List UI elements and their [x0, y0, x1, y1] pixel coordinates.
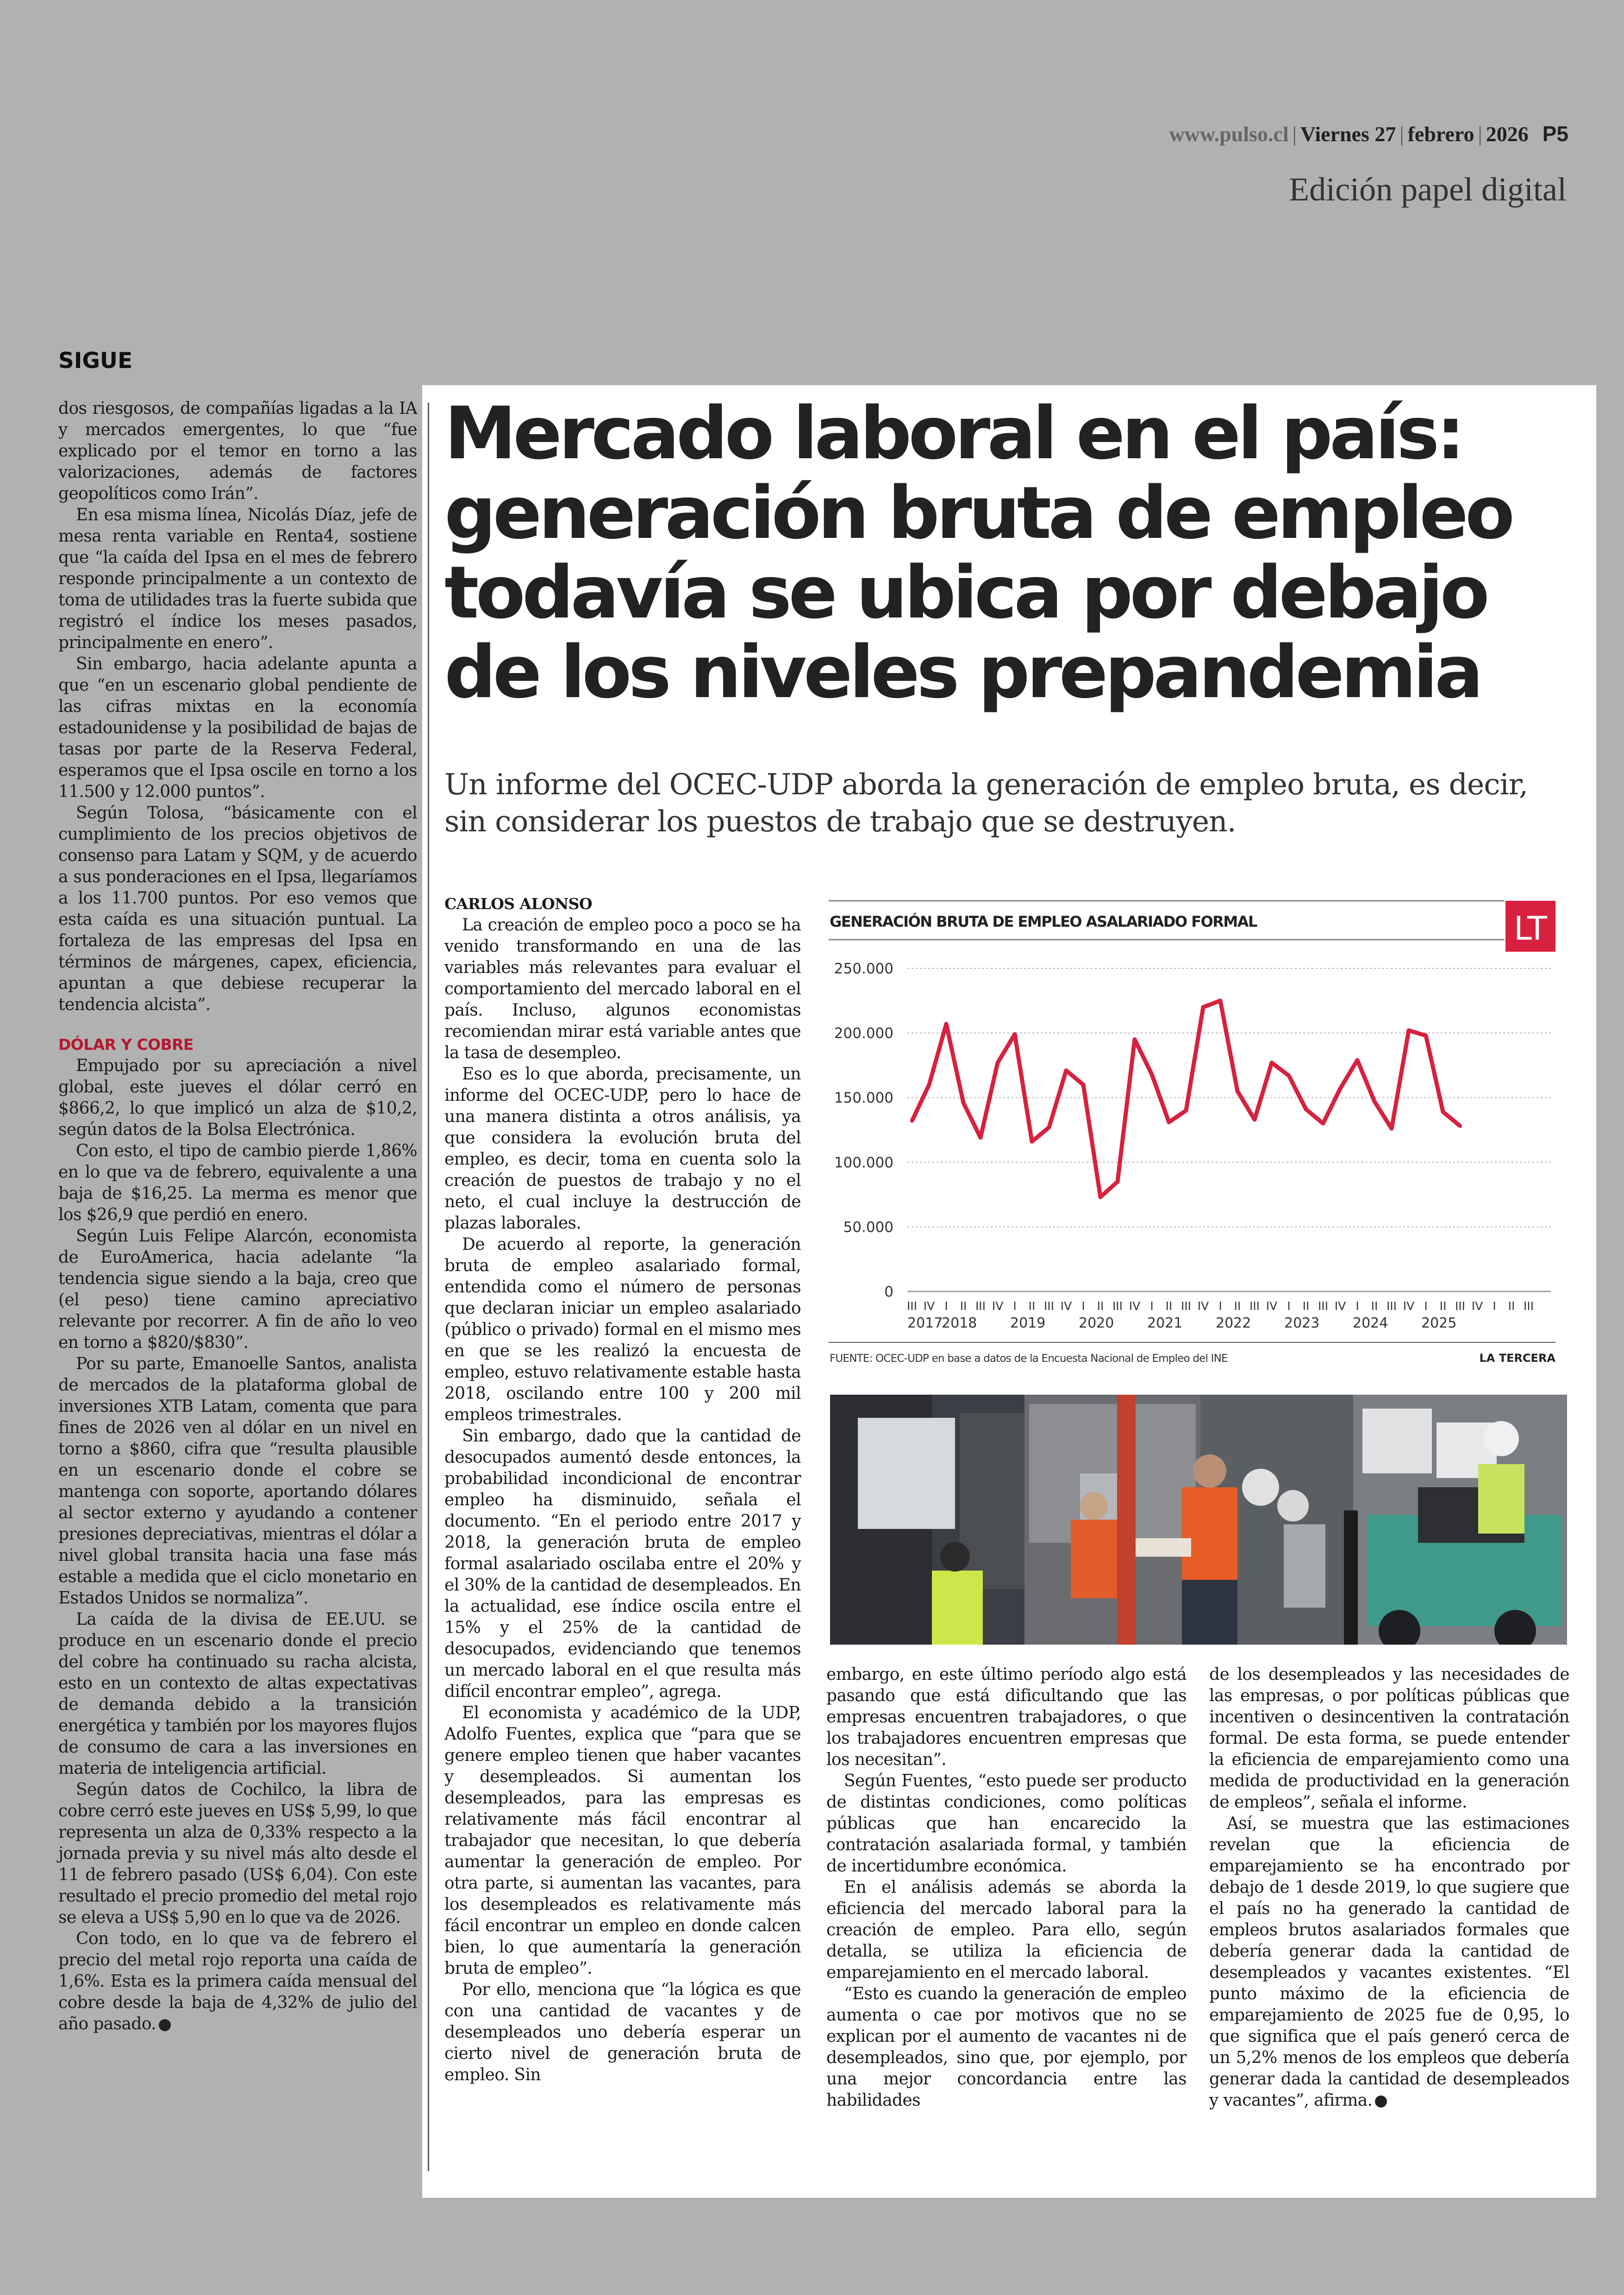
series-line — [912, 1001, 1460, 1197]
x-quarter-label: IV — [1197, 1299, 1209, 1313]
x-quarter-label: II — [1439, 1299, 1447, 1313]
paragraph: En el análisis además se aborda la eficiencia del mercado laboral para la creación de empleo. Para ello, según detalla, se utiliza la eficiencia de emparejamiento en el mercado laboral. — [826, 1878, 1187, 1982]
paragraph — [58, 1928, 417, 2035]
x-quarter-label: IV — [1129, 1299, 1141, 1313]
x-quarter-label: II — [1371, 1299, 1378, 1313]
x-quarter-label: II — [1097, 1299, 1104, 1313]
left-column — [58, 398, 417, 2035]
x-quarter-label: II — [1234, 1299, 1241, 1313]
x-quarter-label: III — [1386, 1299, 1397, 1313]
paragraph: “Esto es cuando la generación de empleo aumenta o cae por motivos que no se explican por el aumento de vacantes ni de desempleados, sino que, por ejemplo, por una mejor concordancia entre las habilidades — [826, 1984, 1187, 2110]
article-column-1 — [444, 893, 801, 2086]
website-url[interactable]: www.pulso.cl — [1169, 122, 1289, 146]
data-point — [1338, 1087, 1342, 1091]
y-tick-label: 100.000 — [834, 1154, 893, 1171]
x-quarter-label: III — [1181, 1299, 1192, 1313]
data-point — [1099, 1195, 1102, 1199]
data-point — [1047, 1125, 1051, 1129]
y-axis-labels — [834, 960, 893, 1300]
data-point — [1441, 1110, 1445, 1114]
y-tick-label: 250.000 — [834, 960, 893, 977]
chart-grid — [907, 968, 1551, 1291]
data-point — [944, 1022, 948, 1026]
x-quarter-label: II — [1302, 1299, 1310, 1313]
paragraph: Según Fuentes, “esto puede ser producto de distintas condiciones, como políticas públicas que han encarecido la contratación asalariada formal, y también de incertidumbre económica. — [826, 1771, 1187, 1876]
paragraph-text: Así, se muestra que las estimaciones revelan que la eficiencia de emparejamiento se ha encontrado por debajo de 1 desde 2019, lo que sugiere que el país no ha generado la cantidad de empleos brutos asalariados formales que debería generar dada la cantidad de desempleados y vacantes existentes. “El punto máximo de la eficiencia de emparejamiento de 2025 fue de 0,95, lo que significa que el país generó cerca de un 5,2% menos de los empleos que debería generar dada la cantidad de desempleados y vacantes”, afirma. — [1209, 1814, 1569, 2110]
paragraph: Según Luis Felipe Alarcón, economista de EuroAmerica, hacia adelante “la tendencia sigue siendo a la baja, creo que (el peso) tiene camino apreciativo relevante por recorrer. A fin de año lo veo en torno a $820/$830”. — [58, 1227, 417, 1352]
x-quarter-label: III — [1455, 1299, 1466, 1313]
paragraph: La creación de empleo poco a poco se ha venido transformando en una de las variables más relevantes para evaluar el comportamiento del mercado laboral en el país. Incluso, algunos economistas recomiendan mirar está variable antes que la tasa de desempleo. — [444, 916, 801, 1062]
x-quarter-label: IV — [1403, 1299, 1415, 1313]
x-quarter-label: III — [975, 1299, 986, 1313]
article-column-2 — [826, 1664, 1187, 2111]
x-quarter-label: I — [1355, 1299, 1359, 1313]
paragraph: Según Tolosa, “básicamente con el cumplimiento de los precios objetivos de consenso para Latam y SQM, y de acuerdo a sus ponderaciones en el Ipsa, llegaríamos a los 11.700 puntos. Por eso vemos que esta caída es una situación puntual. La fortaleza de las empresas del Ipsa en términos de márgenes, capex, eficiencia, apuntan a que debiese recuperar la tendencia alcista”. — [58, 804, 417, 1014]
employment-chart — [829, 898, 1555, 1375]
x-quarter-label: I — [944, 1299, 948, 1313]
chart-credit: LA TERCERA — [1479, 1352, 1555, 1365]
data-point — [1081, 1083, 1085, 1086]
paragraph: El economista y académico de la UDP, Adolfo Fuentes, explica que “para que se genere empleo tienen que haber vacantes y desempleados. Si aumentan los desempleados, para las empresas es relativamente más fácil encontrar al trabajador que necesitan, lo que debería aumentar la generación de empleo. Por otra parte, si aumentan las vacantes, para los desempleados es relativamente más fácil encontrar un empleo en donde calcen bien, lo que aumentaría la generación bruta de empleo”. — [444, 1703, 801, 1978]
x-quarter-label: III — [1043, 1299, 1055, 1313]
data-point — [927, 1083, 931, 1086]
paragraph: embargo, en este último período algo está pasando que está dificultando que las empresas encuentren trabajadores, o que los trabajadores encuentren empresas que los necesitan”. — [826, 1665, 1187, 1769]
data-point — [1458, 1124, 1462, 1128]
data-point — [1013, 1032, 1017, 1036]
x-quarter-label: I — [1218, 1299, 1222, 1313]
x-quarter-label: IV — [992, 1299, 1004, 1313]
end-mark-icon — [159, 2019, 171, 2031]
x-quarter-label: II — [1165, 1299, 1173, 1313]
data-point — [1218, 999, 1222, 1003]
x-year-label: 2021 — [1147, 1315, 1183, 1331]
subheading: DÓLAR Y COBRE — [58, 1035, 194, 1054]
page-header: www.pulso.cl | Viernes 27 | febrero | 2026 P5 — [1169, 122, 1568, 146]
paragraph: Empujado por su apreciación a nivel global, este jueves el dólar cerró en $866,2, lo que implicó un alza de $10,2, según datos de la Bolsa Electrónica. — [58, 1056, 417, 1139]
x-quarter-label: III — [1112, 1299, 1123, 1313]
x-quarter-label: I — [1150, 1299, 1154, 1313]
x-quarter-label: III — [1523, 1299, 1534, 1313]
forklift-workers-photo — [830, 1395, 1567, 1645]
x-quarter-label: III — [1249, 1299, 1260, 1313]
deck: Un informe del OCEC-UDP aborda la generación de empleo bruta, es decir, sin considerar los puestos de trabajo que se destruyen. — [444, 767, 1528, 838]
paragraph: Por su parte, Emanoelle Santos, analista de mercados de la plataforma global de inversiones XTB Latam, comenta que para fines de 2026 ven al dólar en un nivel en torno a $860, cifra que “resulta plausible en un escenario donde el cobre se mantenga con soporte, aportando dólares al sector externo y ayudando a contener presiones depreciativas, mientras el dólar a nivel global transita hacia una fase más estable a medida que el ciclo monetario en Estados Unidos se normaliza”. — [58, 1354, 417, 1608]
paragraph: de los desempleados y las necesidades de las empresas, o por políticas públicas que incentiven o desincentiven la contratación formal. De esta forma, se puede entender la eficiencia de emparejamiento como una medida de productividad en la generación de empleos”, señala el informe. — [1209, 1665, 1569, 1812]
x-quarter-label: IV — [1060, 1299, 1072, 1313]
paragraph: Sin embargo, hacia adelante apunta a que “en un escenario global pendiente de las cifras mixtas en la economía estadounidense y la posibilidad de bajas de tasas por parte de la Reserva Federal, esperamos que el Ipsa oscile en torno a los 11.500 y 12.000 puntos”. — [58, 655, 417, 801]
data-point — [1030, 1140, 1034, 1143]
x-quarter-label: IV — [1471, 1299, 1483, 1313]
x-quarter-label: II — [1508, 1299, 1515, 1313]
y-tick-label: 0 — [884, 1284, 893, 1300]
data-point — [1390, 1127, 1393, 1130]
data-point — [1201, 1005, 1205, 1009]
x-quarter-label: I — [1013, 1299, 1017, 1313]
paragraph: Sin embargo, dado que la cantidad de desocupados aumentó desde entonces, la probabilidad incondicional de encontrar empleo ha disminuido, señala el documento. “En el periodo entre 2017 y 2018, la generación bruta de empleo formal asalariado oscilaba entre el 20% y el 30% de la cantidad de desempleados. En la actualidad, ese índice oscila entre el 15% y el 25% de la cantidad de desocupados, evidenciando que tenemos un mercado laboral en el que resulta más difícil encontrar empleo”, agrega. — [444, 1427, 801, 1701]
x-quarter-label: II — [960, 1299, 967, 1313]
data-point — [1355, 1058, 1359, 1062]
data-point — [1270, 1061, 1274, 1065]
data-point — [1287, 1074, 1291, 1078]
x-quarter-label: IV — [1334, 1299, 1346, 1313]
x-quarter-label: III — [1318, 1299, 1329, 1313]
data-point — [962, 1101, 965, 1104]
paragraph: De acuerdo al reporte, la generación bruta de empleo asalariado formal, entendida como el número de personas que declaran iniciar un empleo asalariado (público o privado) formal en el mismo mes en que se les realizó la encuesta de empleo, estuvo relativamente estable hasta 2018, oscilando entre 100 y 200 mil empleos trimestrales. — [444, 1235, 801, 1424]
lt-logo-text: LT — [1513, 910, 1548, 948]
y-tick-label: 200.000 — [834, 1025, 893, 1042]
y-tick-label: 150.000 — [834, 1090, 893, 1107]
data-point — [910, 1119, 914, 1123]
headline: Mercado laboral en el país: generación bruta de empleo todavía se ubica por debajo de los niveles prepandemia — [444, 391, 1512, 714]
byline: CARLOS ALONSO — [444, 895, 593, 913]
data-point — [1321, 1122, 1325, 1125]
chart-source: FUENTE: OCEC-UDP en base a datos de la Encuesta Nacional de Empleo del INE — [830, 1353, 1228, 1365]
paragraph: Con esto, el tipo de cambio pierde 1,86% en lo que va de febrero, equivalente a una baja de $16,25. La merma es menor que los $26,9 que perdió en enero. — [58, 1141, 417, 1224]
x-year-label: 2018 — [942, 1315, 977, 1331]
data-point — [1184, 1109, 1188, 1112]
paragraph — [1209, 1813, 1569, 2111]
header-day: Viernes 27 — [1300, 122, 1396, 146]
x-year-label: 2025 — [1421, 1315, 1457, 1331]
x-year-label: 2020 — [1079, 1315, 1114, 1331]
photo-illustration-icon — [830, 1395, 1567, 1645]
data-point — [979, 1136, 982, 1140]
x-year-label: 2017 — [907, 1315, 943, 1331]
continues-label: SIGUE — [58, 348, 133, 374]
data-point — [996, 1061, 999, 1065]
x-quarter-label: I — [1287, 1299, 1291, 1313]
x-quarter-label: IV — [923, 1299, 935, 1313]
x-year-label: 2019 — [1010, 1315, 1046, 1331]
x-quarter-label: I — [1493, 1299, 1496, 1313]
column-divider — [428, 403, 429, 2171]
paragraph: Según datos de Cochilco, la libra de cobre cerró este jueves en US$ 5,99, lo que representa un alza de 0,33% respecto a la jornada previa y su nivel más alto desde el 11 de febrero pasado (US$ 6,04). Con este resultado el precio promedio del metal rojo se eleva a US$ 5,90 en lo que va de 2026. — [58, 1780, 417, 1927]
x-quarter-label: IV — [1266, 1299, 1278, 1313]
y-tick-label: 50.000 — [843, 1219, 893, 1236]
paragraph: Eso es lo que aborda, precisamente, un informe del OCEC-UDP, pero lo hace de una manera distinta a otros análisis, ya que considera la evolución bruta del empleo, es decir, toma en cuenta solo la creación de puestos de trabajo y no el neto, el cual incluye la destrucción de plazas laborales. — [444, 1065, 801, 1233]
data-point — [1424, 1034, 1428, 1037]
end-mark-icon — [1375, 2095, 1387, 2108]
paragraph: En esa misma línea, Nicolás Díaz, jefe de mesa renta variable en Renta4, sostiene que “la caída del Ipsa en el mes de febrero responde principalmente a un contexto de toma de utilidades tras la fuerte subida que registró el índice los meses pasados, principalmente en enero”. — [58, 505, 417, 652]
x-year-label: 2023 — [1284, 1315, 1320, 1331]
paragraph: Por ello, menciona que “la lógica es que con una cantidad de vacantes y de desempleados uno debería esperar un cierto nivel de generación bruta de empleo. Sin — [444, 1980, 801, 2084]
data-point — [1064, 1069, 1068, 1073]
data-point — [1373, 1100, 1376, 1104]
data-point — [1253, 1118, 1256, 1122]
x-year-label: 2022 — [1216, 1315, 1251, 1331]
header-month: febrero — [1407, 122, 1474, 146]
data-point — [1407, 1029, 1411, 1032]
edition-label: Edición papel digital — [1289, 171, 1567, 208]
x-axis-labels — [907, 1299, 1534, 1331]
x-quarter-label: I — [1081, 1299, 1085, 1313]
paragraph-text: Con todo, en lo que va de febrero el precio del metal rojo reporta una caída de 1,6%. Esta es la primera caída mensual del cobre desde la baja de 4,32% de julio del año pasado. — [58, 1929, 417, 2033]
data-point — [1116, 1180, 1119, 1184]
data-point — [1133, 1038, 1137, 1041]
data-point — [1236, 1089, 1239, 1093]
chart-title: GENERACIÓN BRUTA DE EMPLEO ASALARIADO FORMAL — [830, 913, 1257, 930]
data-point — [1304, 1107, 1308, 1111]
paragraph: La caída de la divisa de EE.UU. se produce en un escenario donde el precio del cobre ha continuado su racha alcista, esto en un contexto de altas expectativas de demanda debido a la transición energética y también por los mayores flujos de consumo de cara a las inversiones en materia de inteligencia artificial. — [58, 1610, 417, 1778]
data-point — [1167, 1120, 1171, 1124]
x-quarter-label: I — [1424, 1299, 1428, 1313]
x-year-label: 2024 — [1353, 1315, 1388, 1331]
page-number: P5 — [1542, 122, 1568, 146]
article-column-3 — [1209, 1664, 1569, 2111]
paragraph: dos riesgosos, de compañías ligadas a la IA y mercados emergentes, lo que “fue explicado por el temor en torno a las valorizaciones, además de factores geopolíticos como Irán”. — [58, 399, 417, 503]
x-quarter-label: III — [906, 1299, 918, 1313]
header-year: 2026 — [1486, 122, 1529, 146]
data-point — [1150, 1073, 1154, 1076]
x-quarter-label: II — [1028, 1299, 1036, 1313]
